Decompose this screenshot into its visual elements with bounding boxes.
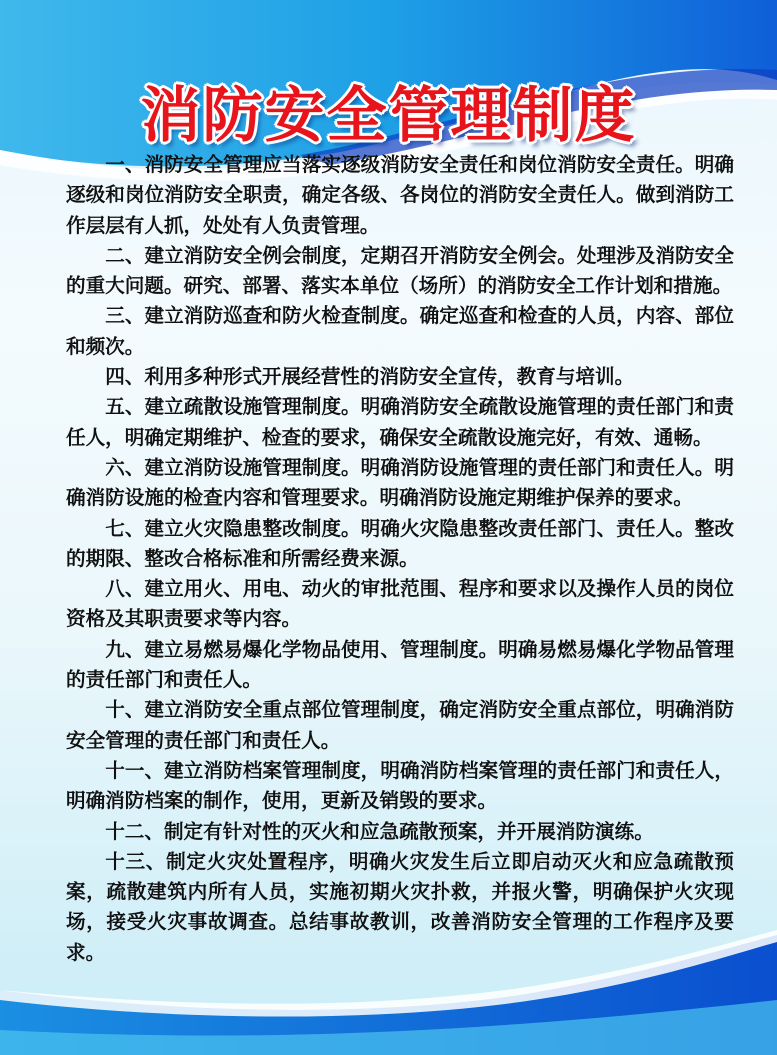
regulation-item: 一、消防安全管理应当落实逐级消防安全责任和岗位消防安全责任。明确逐级和岗位消防安全职责，确定各级、各岗位的消防安全责任人。做到消防工作层层有人抓，处处有人负责管理。 bbox=[66, 153, 734, 237]
regulation-item: 五、建立疏散设施管理制度。明确消防安全疏散设施管理的责任部门和责任人，明确定期维护、检查的要求，确保安全疏散设施完好，有效、通畅。 bbox=[66, 395, 734, 449]
regulation-item: 六、建立消防设施管理制度。明确消防设施管理的责任部门和责任人。明确消防设施的检查内容和管理要求。明确消防设施定期维护保养的要求。 bbox=[66, 455, 734, 510]
regulation-item: 十、建立消防安全重点部位管理制度，确定消防安全重点部位，明确消防安全管理的责任部门和责任人。 bbox=[66, 698, 734, 752]
page-title: 消防安全管理制度 bbox=[140, 81, 637, 151]
regulation-item: 二、建立消防安全例会制度，定期召开消防安全例会。处理涉及消防安全的重大问题。研究、部署、落实本单位（场所）的消防安全工作计划和措施。 bbox=[66, 243, 734, 298]
regulation-item: 九、建立易燃易爆化学物品使用、管理制度。明确易燃易爆化学物品管理的责任部门和责任人。 bbox=[66, 637, 734, 692]
regulation-item: 四、利用多种形式开展经营性的消防安全宣传，教育与培训。 bbox=[105, 365, 635, 389]
regulation-item: 十一、建立消防档案管理制度，明确消防档案管理的责任部门和责任人，明确消防档案的制作，使用，更新及销毁的要求。 bbox=[66, 758, 734, 813]
regulation-item: 七、建立火灾隐患整改制度。明确火灾隐患整改责任部门、责任人。整改的期限、整改合格标准和所需经费来源。 bbox=[66, 516, 734, 570]
regulation-list bbox=[66, 150, 734, 968]
regulation-item: 八、建立用火、用电、动火的审批范围、程序和要求以及操作人员的岗位资格及其职责要求等内容。 bbox=[66, 577, 734, 631]
regulation-item: 十三、制定火灾处置程序，明确火灾发生后立即启动灭火和应急疏散预案，疏散建筑内所有人员，实施初期火灾扑救，并报火警，明确保护火灾现场，接受火灾事故调查。总结事故教训，改善消防安全管理的工作程序及要求。 bbox=[66, 849, 734, 964]
regulation-item: 十二、制定有针对性的灭火和应急疏散预案，并开展消防演练。 bbox=[105, 819, 654, 843]
regulation-item: 三、建立消防巡查和防火检查制度。确定巡查和检查的人员，内容、部位和频次。 bbox=[66, 304, 734, 358]
